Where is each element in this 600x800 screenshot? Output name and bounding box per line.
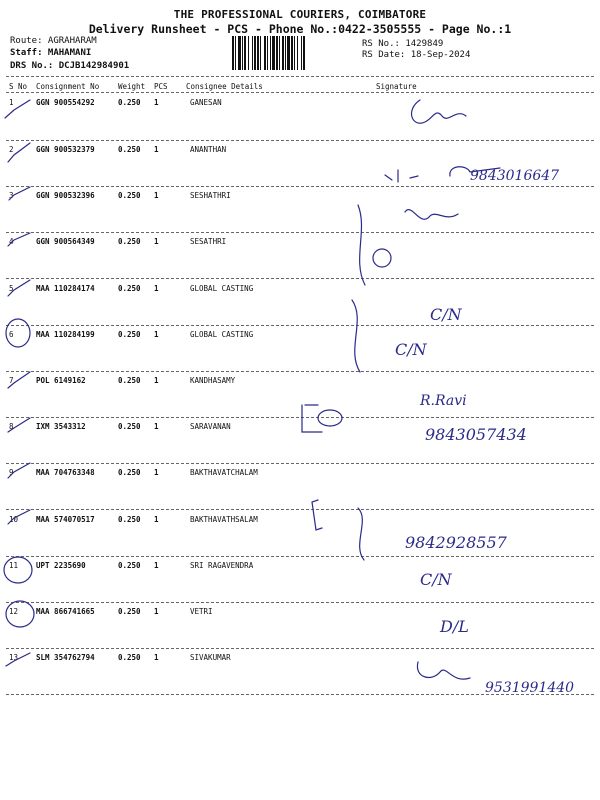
bracket-mark: [358, 508, 364, 560]
cell-cn: POL 6149162: [36, 376, 86, 385]
bracket-mark: [312, 500, 322, 530]
cell-cn: GGN 900532379: [36, 145, 95, 154]
handwritten-name: R.Ravi: [420, 393, 467, 409]
cell-sno: 10: [9, 515, 19, 524]
cell-pcs: 1: [154, 561, 159, 570]
handwritten-phone: 9843057434: [425, 425, 527, 444]
cell-cn: GGN 900532396: [36, 191, 95, 200]
cell-name: SARAVANAN: [190, 422, 231, 431]
signature-scribble: [412, 100, 466, 123]
col-consignment: Consignment No: [36, 82, 100, 91]
handwritten-phone: 9842928557: [405, 533, 507, 552]
handwritten-cn: C/N: [430, 305, 462, 324]
cell-cn: MAA 704763348: [36, 468, 95, 477]
row-divider: [6, 463, 594, 464]
cell-wt: 0.250: [118, 653, 141, 662]
cell-sno: 8: [9, 422, 14, 431]
cell-sno: 12: [9, 607, 19, 616]
cell-name: SESHATHRI: [190, 191, 231, 200]
cell-pcs: 1: [154, 653, 159, 662]
col-sno: S No: [9, 82, 28, 91]
row-divider: [6, 602, 594, 603]
rs-number: RS No.: 1429849: [362, 39, 444, 49]
bracket-mark: [302, 405, 322, 432]
bracket-mark: [358, 205, 365, 285]
cell-pcs: 1: [154, 191, 159, 200]
signature-scribble: [385, 170, 418, 182]
cell-wt: 0.250: [118, 237, 141, 246]
cell-cn: IXM 3543312: [36, 422, 86, 431]
row-divider: [6, 186, 594, 187]
cell-sno: 6: [9, 330, 14, 339]
cell-sno: 7: [9, 376, 14, 385]
cell-wt: 0.250: [118, 607, 141, 616]
cell-pcs: 1: [154, 376, 159, 385]
cell-wt: 0.250: [118, 515, 141, 524]
col-consignee: Consignee Details: [186, 82, 263, 91]
cell-sno: 1: [9, 98, 14, 107]
cell-sno: 4: [9, 237, 14, 246]
cell-cn: MAA 110284174: [36, 284, 95, 293]
row-divider: [6, 371, 594, 372]
barcode: [232, 36, 352, 70]
row-divider: [6, 278, 594, 279]
cell-cn: SLM 354762794: [36, 653, 95, 662]
cell-cn: MAA 866741665: [36, 607, 95, 616]
cell-wt: 0.250: [118, 422, 141, 431]
cell-pcs: 1: [154, 145, 159, 154]
row-divider: [6, 417, 594, 418]
handwritten-cn: C/N: [420, 570, 452, 589]
handwritten-phone: 9843016647: [470, 168, 560, 184]
cell-wt: 0.250: [118, 284, 141, 293]
cell-sno: 13: [9, 653, 19, 662]
handwritten-dl: D/L: [440, 617, 469, 636]
rs-date: RS Date: 18-Sep-2024: [362, 50, 471, 60]
cell-wt: 0.250: [118, 561, 141, 570]
col-weight: Weight: [118, 82, 146, 91]
cell-name: GANESAN: [190, 98, 222, 107]
row-divider: [6, 648, 594, 649]
cell-wt: 0.250: [118, 191, 141, 200]
row-divider: [6, 140, 594, 141]
row-divider: [6, 694, 594, 695]
cell-name: ANANTHAN: [190, 145, 227, 154]
row-divider: [6, 556, 594, 557]
cell-cn: MAA 574070517: [36, 515, 95, 524]
cell-name: GLOBAL CASTING: [190, 284, 254, 293]
cell-name: KANDHASAMY: [190, 376, 236, 385]
runsheet-subtitle: Delivery Runsheet - PCS - Phone No.:0422-3505555 - Page No.:1: [88, 22, 512, 36]
cell-cn: GGN 900564349: [36, 237, 95, 246]
circle-mark: [318, 410, 342, 426]
bracket-mark: [352, 300, 360, 372]
cell-pcs: 1: [154, 330, 159, 339]
cell-pcs: 1: [154, 515, 159, 524]
cell-name: SESATHRI: [190, 237, 227, 246]
header-divider-bottom: [6, 92, 594, 93]
signature-scribble: [405, 210, 458, 220]
cell-wt: 0.250: [118, 468, 141, 477]
cell-name: VETRI: [190, 607, 213, 616]
circle-mark: [373, 249, 391, 267]
row-divider: [6, 509, 594, 510]
cell-name: SRI RAGAVENDRA: [190, 561, 254, 570]
header-divider-top: [6, 76, 594, 77]
cell-name: BAKTHAVATHSALAM: [190, 515, 258, 524]
cell-cn: GGN 900554292: [36, 98, 95, 107]
cell-sno: 11: [9, 561, 19, 570]
cell-cn: UPT 2235690: [36, 561, 86, 570]
row-divider: [6, 325, 594, 326]
handwritten-cn: C/N: [395, 340, 427, 359]
company-title: THE PROFESSIONAL COURIERS, COIMBATORE: [173, 8, 427, 21]
cell-sno: 9: [9, 468, 14, 477]
cell-wt: 0.250: [118, 330, 141, 339]
cell-wt: 0.250: [118, 145, 141, 154]
cell-sno: 5: [9, 284, 14, 293]
cell-cn: MAA 110284199: [36, 330, 95, 339]
cell-sno: 2: [9, 145, 14, 154]
cell-pcs: 1: [154, 98, 159, 107]
cell-pcs: 1: [154, 607, 159, 616]
cell-wt: 0.250: [118, 376, 141, 385]
route-label: Route: AGRAHARAM: [10, 36, 97, 46]
cell-pcs: 1: [154, 237, 159, 246]
staff-label: Staff: MAHAMANI: [10, 48, 92, 58]
cell-sno: 3: [9, 191, 14, 200]
signature-scribble: [450, 167, 500, 176]
cell-wt: 0.250: [118, 98, 141, 107]
cell-name: SIVAKUMAR: [190, 653, 231, 662]
col-signature: Signature: [376, 82, 417, 91]
row-divider: [6, 232, 594, 233]
handwritten-phone: 9531991440: [485, 680, 575, 696]
drs-number: DRS No.: DCJB142984901: [10, 61, 130, 71]
cell-pcs: 1: [154, 468, 159, 477]
signature-scribble: [417, 662, 470, 679]
col-pcs: PCS: [154, 82, 168, 91]
cell-pcs: 1: [154, 284, 159, 293]
cell-name: BAKTHAVATCHALAM: [190, 468, 258, 477]
cell-name: GLOBAL CASTING: [190, 330, 254, 339]
cell-pcs: 1: [154, 422, 159, 431]
